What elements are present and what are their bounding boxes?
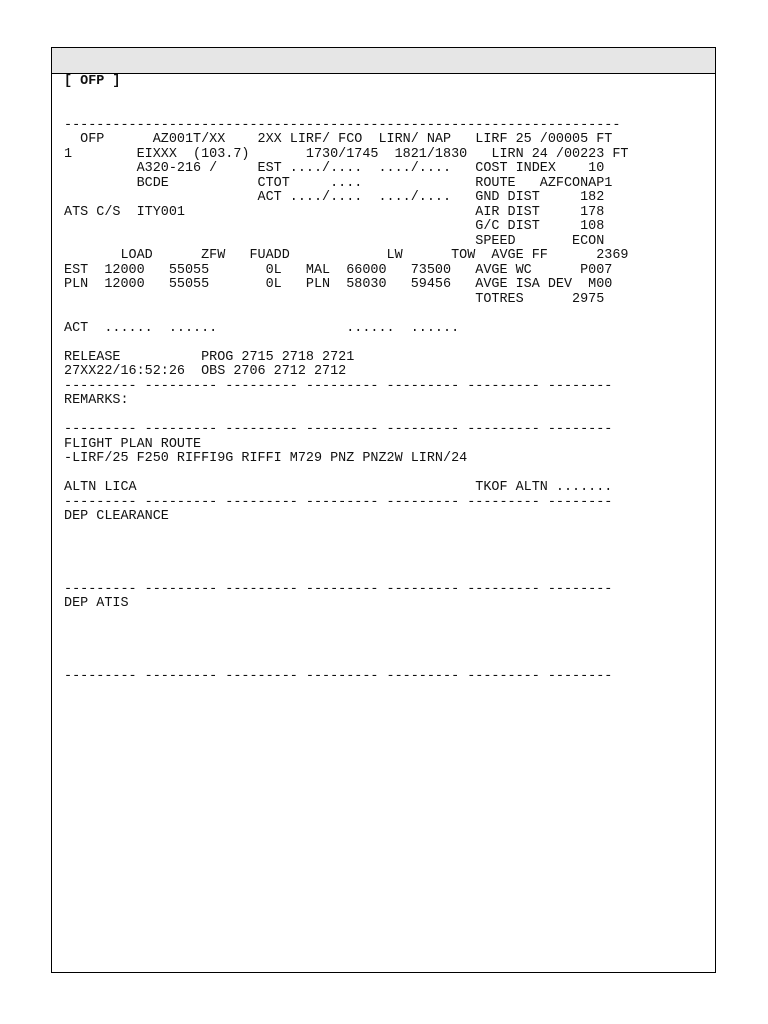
ofp-line: --------- --------- --------- --------- --------- --------- -------- [64,378,613,394]
ofp-line: A320-216 / EST ..../.... ..../.... COST INDEX 10 [64,161,605,176]
ofp-line [64,655,714,670]
ofp-line: 27XX22/16:52:26 OBS 2706 2712 2712 [64,364,347,379]
ofp-line: ALTN LICA TKOF ALTN ....... [64,480,613,495]
ofp-line: EST 12000 55055 0L MAL 66000 73500 AVGE WC P007 [64,262,613,278]
ofp-line: --------- --------- --------- --------- --------- --------- -------- [64,581,613,597]
ofp-line: --------- --------- --------- --------- --------- --------- -------- [64,422,613,437]
title-bar [52,48,715,74]
ofp-line [64,525,714,540]
ofp-line [64,336,714,351]
ofp-line: 1 EIXXX (103.7) 1730/1745 1821/1830 LIRN 24 /00223 FT [64,146,629,162]
ofp-line: LOAD ZFW FUADD LW TOW AVGE FF 2369 [64,248,629,263]
ofp-line: -LIRF/25 F250 RIFFI9G RIFFI M729 PNZ PNZ2W LIRN/24 [64,451,468,466]
ofp-line [64,539,714,554]
ofp-line: --------- --------- --------- --------- --------- --------- -------- [64,494,613,510]
ofp-line [64,90,714,105]
ofp-line: ATS C/S ITY001 AIR DIST 178 [64,204,605,220]
ofp-line: OFP AZ001T/XX 2XX LIRF/ FCO LIRN/ NAP LIRF 25 /00005 FT [64,132,613,147]
ofp-line [64,641,714,656]
ofp-line [64,568,714,583]
ofp-line: ACT ..../.... ..../.... GND DIST 182 [64,190,605,205]
ofp-document-frame [51,47,716,973]
ofp-line: --------------------------------------------------------------------- [64,117,621,133]
ofp-line: FLIGHT PLAN ROUTE [64,436,202,452]
ofp-line [64,307,714,322]
ofp-line: BCDE CTOT .... ROUTE AZFCONAP1 [64,175,613,191]
ofp-line [64,104,714,119]
ofp-line: PLN 12000 55055 0L PLN 58030 59456 AVGE ISA DEV M00 [64,277,613,292]
ofp-line: REMARKS: [64,393,129,408]
ofp-line: DEP ATIS [64,596,129,611]
ofp-line: DEP CLEARANCE [64,509,169,524]
ofp-line: G/C DIST 108 [64,219,605,234]
ofp-content [64,75,714,684]
ofp-line [64,409,714,424]
ofp-line: RELEASE PROG 2715 2718 2721 [64,349,355,365]
ofp-line: ACT ...... ...... ...... ...... [64,320,460,336]
ofp-header: [ OFP ] [64,74,121,89]
ofp-line: SPEED ECON [64,233,605,249]
ofp-line: --------- --------- --------- --------- --------- --------- -------- [64,668,613,684]
ofp-line [64,626,714,641]
ofp-line [64,467,714,482]
ofp-line [64,554,714,569]
ofp-line [64,612,714,627]
ofp-lines [64,90,714,685]
ofp-line: TOTRES 2975 [64,291,605,307]
